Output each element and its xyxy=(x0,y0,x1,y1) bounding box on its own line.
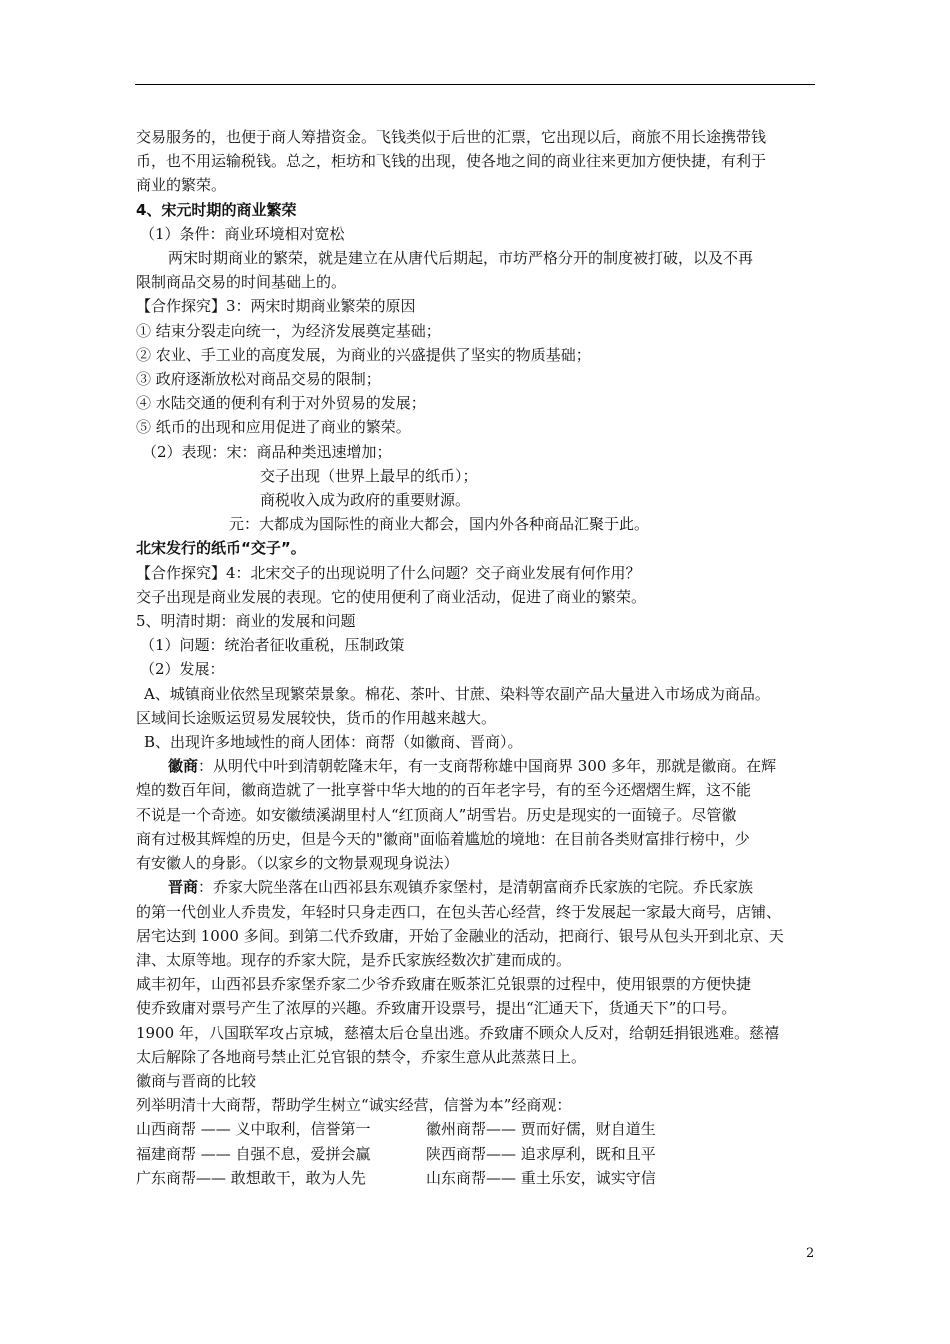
header-rule xyxy=(135,84,815,85)
performance-song: 商税收入成为政府的重要财源。 xyxy=(260,491,471,510)
huishang-text: ：从明代中叶到清朝乾隆末年，有一支商帮称雄中国商界 300 多年，那就是徽商。在辉 xyxy=(198,757,777,776)
bang-cell: 徽州商帮—— 贾而好儒，财自道生 xyxy=(426,1120,656,1139)
huishang-text: 煌的数百年间，徽商造就了一批享誉中华大地的的百年老字号，有的至今还熠熠生辉，这不能 xyxy=(136,781,752,800)
problem-line: （1）问题：统治者征收重税，压制政策 xyxy=(140,636,405,655)
reason-item: ③ 政府逐渐放松对商品交易的限制； xyxy=(136,370,381,389)
huishang-text: 不说是一个奇迹。如安徽绩溪湖里村人“红顶商人”胡雪岩。历史是现实的一面镜子。尽管徽 xyxy=(136,805,737,824)
jinshang-text: 的第一代创业人乔贵发，年轻时只身走西口，在包头苦心经营，终于发展起一家最大商号，店铺、 xyxy=(136,902,782,921)
huishang-text: 有安徽人的身影。（以家乡的文物景观现身说法） xyxy=(136,854,459,873)
jinshang-label: 晋商 xyxy=(168,878,199,897)
condition-text: 限制商品交易的时间基础上的。 xyxy=(136,273,347,292)
condition-line: （1）条件：商业环境相对宽松 xyxy=(140,224,345,243)
bang-row xyxy=(136,1166,816,1190)
performance-yuan: 元：大都成为国际性的商业大都会，国内外各种商品汇聚于此。 xyxy=(229,515,650,534)
develop-b: B、出现许多地域性的商人团体：商帮（如徽商、晋商）。 xyxy=(144,733,523,752)
section-heading-5: 5、明清时期：商业的发展和问题 xyxy=(136,612,356,631)
bang-row xyxy=(136,1117,816,1141)
explore-4: 【合作探究】4：北宋交子的出现说明了什么问题？交子商业发展有何作用？ xyxy=(136,563,641,582)
text-line: 交易服务的，也便于商人筹措资金。飞钱类似于后世的汇票，它出现以后，商旅不用长途携带钱 xyxy=(136,128,767,146)
jinshang-text: 居宅达到 1000 多间。到第二代乔致庸，开始了金融业的活动，把商行、银号从包头开到北京、天 xyxy=(136,926,784,945)
performance-song: （2）表现：宋：商品种类迅速增加； xyxy=(142,442,392,461)
page-number: 2 xyxy=(806,1246,815,1261)
bang-row xyxy=(136,1142,816,1166)
text-line: 币，也不用运输税钱。总之，柜坊和飞钱的出现，使各地之间的商业往来更加方便快捷，有利于 xyxy=(136,152,767,171)
performance-song: 交子出现（世界上最早的纸币）； xyxy=(260,466,478,485)
bang-cell: 陕西商帮—— 追求厚利，既和且平 xyxy=(426,1144,656,1163)
bang-cell: 广东商帮—— 敢想敢干，敢为人先 xyxy=(136,1168,366,1187)
condition-text: 两宋时期商业的繁荣，就是建立在从唐代后期起，市坊严格分开的制度被打破，以及不再 xyxy=(168,249,754,268)
jinshang-paragraph xyxy=(136,875,816,899)
section-heading-4: 4、宋元时期的商业繁荣 xyxy=(136,200,297,219)
develop-a: 区域间长途贩运贸易发展较快，货币的作用越来越大。 xyxy=(136,708,497,727)
jinshang-text: 使乔致庸对票号产生了浓厚的兴趣。乔致庸开设票号，提出“汇通天下，货通天下”的口号。 xyxy=(136,999,737,1018)
text-line: 商业的繁荣。 xyxy=(136,176,227,195)
jinshang-text: ：乔家大院坐落在山西祁县东观镇乔家堡村，是清朝富商乔氏家族的宅院。乔氏家族 xyxy=(198,878,754,897)
list-intro: 列举明清十大商帮，帮助学生树立“诚实经营，信誉为本”经商观： xyxy=(136,1096,572,1115)
reason-item: ② 农业、手工业的高度发展，为商业的兴盛提供了坚实的物质基础； xyxy=(136,345,591,364)
jinshang-text: 太后解除了各地商号禁止汇兑官银的禁令，乔家生意从此蒸蒸日上。 xyxy=(136,1047,587,1066)
reason-item: ① 结束分裂走向统一，为经济发展奠定基础； xyxy=(136,321,441,340)
bang-cell: 福建商帮 —— 自强不息，爱拼会赢 xyxy=(136,1144,371,1163)
document-body xyxy=(136,125,816,1190)
huishang-text: 商有过极其辉煌的历史，但是今天的"徽商"面临着尴尬的境地：在目前各类财富排行榜中，少 xyxy=(136,829,750,848)
jinshang-text: 1900 年，八国联军攻占京城，慈禧太后仓皇出逃。乔致庸不顾众人反对，给朝廷捐银逃难。慈禧 xyxy=(136,1023,779,1042)
huishang-label: 徽商 xyxy=(168,757,199,776)
reason-item: ⑤ 纸币的出现和应用促进了商业的繁荣。 xyxy=(136,418,411,437)
explore-3: 【合作探究】3：两宋时期商业繁荣的原因 xyxy=(136,297,416,316)
compare-line: 徽商与晋商的比较 xyxy=(136,1071,257,1090)
jiaozi-heading: 北宋发行的纸币“交子”。 xyxy=(136,539,306,558)
explore-4-answer: 交子出现是商业发展的表现。它的使用便利了商业活动，促进了商业的繁荣。 xyxy=(136,587,647,606)
reason-item: ④ 水陆交通的便利有利于对外贸易的发展； xyxy=(136,394,426,413)
develop-a: A、城镇商业依然呈现繁荣景象。棉花、茶叶、甘蔗、染料等农副产品大量进入市场成为商品。 xyxy=(144,684,770,703)
huishang-paragraph xyxy=(136,754,816,778)
jinshang-text: 津、太原等地。现存的乔家大院，是乔氏家族经数次扩建而成的。 xyxy=(136,950,572,969)
develop-line: （2）发展： xyxy=(140,660,225,679)
bang-cell: 山西商帮 —— 义中取利，信誉第一 xyxy=(136,1120,371,1139)
jinshang-text: 咸丰初年，山西祁县乔家堡乔家二少爷乔致庸在贩茶汇兑银票的过程中，使用银票的方便快捷 xyxy=(136,975,752,994)
bang-cell: 山东商帮—— 重土乐安，诚实守信 xyxy=(426,1168,656,1187)
